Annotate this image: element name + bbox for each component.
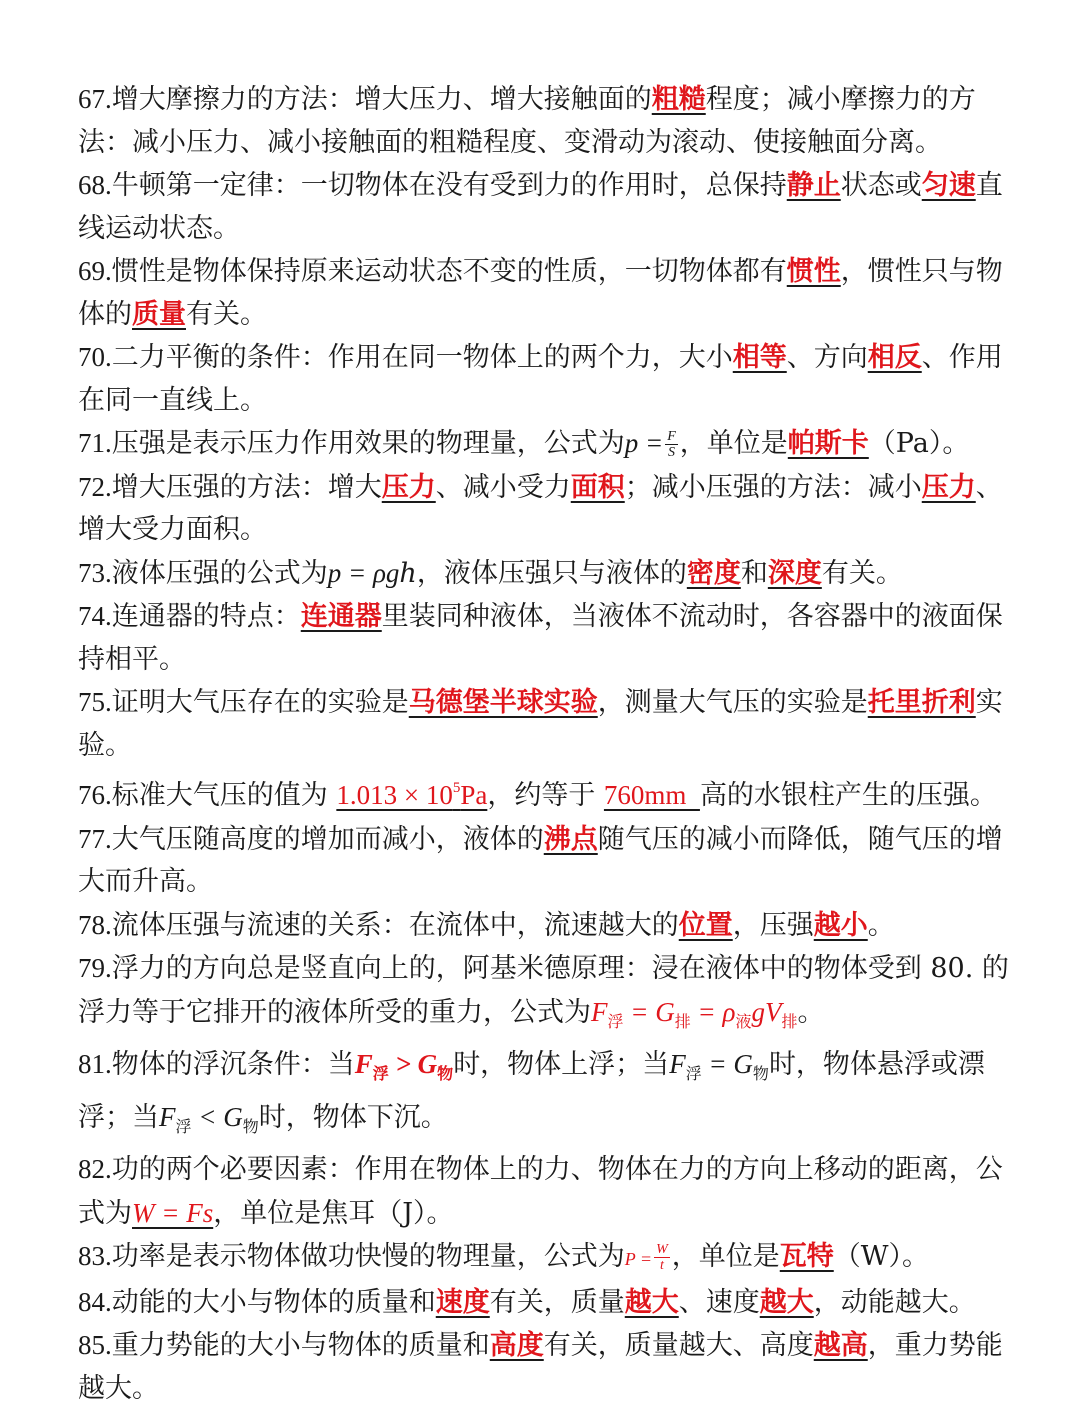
answer: 粗糙	[651, 84, 706, 115]
formula-subscript: 物	[242, 1116, 259, 1136]
item-number: 78.	[78, 909, 112, 940]
item-text: ，单位是	[671, 1241, 780, 1272]
answer: 沸点	[543, 823, 598, 855]
answer: 马德堡半球实验	[408, 687, 598, 718]
formula-part: F	[159, 1101, 176, 1132]
formula	[591, 996, 798, 1031]
item-text: 和	[740, 557, 768, 589]
item-text: 大气压随高度的增加而减小，液体的	[111, 823, 544, 855]
item-text: 时，物体下沉。	[258, 1101, 448, 1133]
item-text: ，约等于	[487, 780, 604, 811]
formula-part: < G	[191, 1101, 243, 1132]
formula-part: = G	[701, 1049, 753, 1079]
item-text: 状态或	[840, 170, 922, 201]
formula-subscript: 液	[735, 1011, 752, 1031]
item-number: 75.	[78, 687, 112, 717]
item-number: 81.	[78, 1049, 112, 1079]
item-number: 76.	[78, 780, 112, 810]
item-text: 高的水银柱产生的压强。	[699, 780, 997, 811]
formula-subscript: 物	[437, 1064, 454, 1083]
answer: 越小	[813, 909, 868, 941]
answer: 惯性	[786, 256, 841, 287]
item-text: 程度；减小摩擦力的方法：减小压力、减小接触面的粗糙程度、变滑动为滚动、使接触面分离。	[78, 84, 976, 158]
formula-part: > G	[388, 1049, 438, 1079]
item-text: 。	[867, 909, 895, 941]
formula-subscript: 物	[752, 1064, 769, 1083]
answer: 相等	[732, 342, 787, 373]
item-number: 83.	[78, 1241, 112, 1271]
formula-part: = G	[623, 996, 675, 1027]
item-text: ，液体压强只与液体的	[416, 557, 687, 589]
answer: 密度	[686, 557, 741, 589]
formula	[354, 1049, 454, 1083]
item-text: 里装同种液体，当液体不流动时，各容器中的液面保持相平。	[78, 601, 1003, 675]
item-71	[78, 422, 1020, 466]
item-number: 67.	[78, 84, 112, 114]
item-text: ，惯性只与物体的	[78, 256, 1003, 330]
item-number: 79.	[78, 953, 112, 983]
answer: 越高	[813, 1330, 868, 1361]
formula-part: F	[669, 1049, 686, 1079]
item-text: 浮力的方向总是竖直向上的，阿基米德原理：浸在液体中的物体受到 80. 的浮力等于它排开的液体所受的重力，公式为	[78, 953, 1009, 1028]
item-text: 、作用在同一直线上。	[78, 342, 1003, 416]
item-text: 直线运动状态。	[78, 170, 1003, 244]
item-84	[78, 1281, 1020, 1325]
item-number: 69.	[78, 256, 112, 286]
denominator: S	[668, 445, 676, 460]
answer-unit: Pa	[460, 780, 488, 810]
item-text: 流体压强与流速的关系：在流体中，流速越大的	[111, 909, 679, 941]
formula-subscript: 排	[674, 1011, 691, 1031]
answer-value: 1.013 × 10	[336, 780, 453, 810]
answer: 匀速	[921, 170, 976, 201]
answer: 位置	[678, 909, 733, 941]
fraction	[665, 429, 678, 460]
item-text: 实验。	[78, 687, 1003, 761]
answer: 压力	[921, 471, 976, 503]
item-text: 有关。	[821, 557, 903, 589]
answer	[336, 780, 487, 810]
item-70	[78, 336, 1020, 422]
answer: 托里折利	[867, 687, 976, 718]
item-text: 、增大受力面积。	[78, 471, 1003, 545]
item-text: ，重力势能越大。	[78, 1330, 1003, 1404]
item-text: 、速度	[678, 1286, 760, 1318]
item-73	[78, 552, 1020, 596]
item-text: 、减小受力	[435, 471, 571, 503]
item-text: （W）。	[833, 1241, 930, 1272]
numerator: W	[656, 1242, 668, 1257]
item-text: 二力平衡的条件：作用在同一物体上的两个力，大小	[111, 342, 733, 373]
item-text: 时，物体悬浮或漂浮；当	[78, 1049, 985, 1133]
item-text: ，单位是	[679, 428, 788, 459]
item-text: 牛顿第一定律：一切物体在没有受到力的作用时，总保持	[111, 170, 787, 201]
formula-subscript: 浮	[372, 1064, 389, 1083]
item-number: 70.	[78, 342, 112, 372]
formula: P =	[624, 1249, 653, 1269]
item-74	[78, 595, 1020, 681]
formula: p = ρgℎ	[327, 557, 417, 588]
item-75	[78, 681, 1020, 767]
item-77	[78, 818, 1020, 904]
item-text: 标准大气压的值为	[111, 780, 337, 811]
item-text: 有关，质量越大、高度	[543, 1330, 814, 1361]
formula: p =	[624, 428, 664, 458]
item-85	[78, 1324, 1020, 1410]
item-text: 动能的大小与物体的质量和	[111, 1286, 436, 1318]
item-text: ；减小压强的方法：减小	[624, 471, 922, 503]
item-text: 证明大气压存在的实验是	[111, 687, 409, 718]
item-text: 功的两个必要因素：作用在物体上的力、物体在力的方向上移动的距离，公式为	[78, 1154, 1003, 1229]
item-number: 82.	[78, 1154, 112, 1184]
numerator: F	[667, 429, 676, 444]
item-67	[78, 78, 1020, 164]
item-text: 增大摩擦力的方法：增大压力、增大接触面的	[111, 84, 652, 115]
answer: 深度	[767, 557, 822, 589]
item-text: 惯性是物体保持原来运动状态不变的性质，一切物体都有	[111, 256, 787, 287]
item-text: ，单位是焦耳（J）。	[213, 1197, 454, 1229]
answer: 760mm	[603, 780, 700, 810]
formula-subscript: 排	[781, 1011, 798, 1031]
answer: 面积	[570, 471, 625, 503]
answer: 压力	[381, 471, 436, 503]
item-text: 物体的浮沉条件：当	[111, 1049, 355, 1080]
item-text: （Pa）。	[868, 428, 970, 459]
item-text: 时，物体上浮；当	[453, 1049, 670, 1080]
answer: 越大	[624, 1286, 679, 1318]
answer: 速度	[435, 1286, 490, 1318]
item-text: 重力势能的大小与物体的质量和	[111, 1330, 490, 1361]
item-81	[78, 1043, 1020, 1148]
item-number: 85.	[78, 1330, 112, 1360]
item-number: 77.	[78, 823, 112, 854]
item-text: 功率是表示物体做功快慢的物理量，公式为	[111, 1241, 625, 1272]
answer: 瓦特	[779, 1241, 834, 1272]
answer: 帕斯卡	[787, 428, 869, 459]
item-82	[78, 1148, 1020, 1235]
fraction	[654, 1242, 670, 1273]
item-79	[78, 947, 1020, 1043]
item-text: 有关，质量	[489, 1286, 625, 1318]
formula-part: F	[591, 996, 608, 1027]
item-number: 68.	[78, 170, 112, 200]
item-78	[78, 904, 1020, 948]
item-text: 随气压的减小而降低，随气压的增大而升高。	[78, 823, 1003, 897]
formula-subscript: 浮	[607, 1011, 624, 1031]
item-72	[78, 466, 1020, 552]
formula-part: = ρ	[690, 996, 736, 1027]
answer: 越大	[759, 1286, 814, 1318]
item-number: 84.	[78, 1286, 112, 1317]
item-text: 、方向	[786, 342, 868, 373]
item-number: 74.	[78, 601, 112, 631]
formula	[669, 1049, 769, 1083]
item-text: 有关。	[186, 298, 267, 330]
item-text: 压强是表示压力作用效果的物理量，公式为	[111, 428, 625, 459]
item-text: ，测量大气压的实验是	[597, 687, 868, 718]
item-text: 连通器的特点：	[111, 601, 301, 632]
answer: 连通器	[300, 601, 382, 632]
item-number: 72.	[78, 471, 112, 502]
formula: W = Fs	[132, 1197, 214, 1228]
item-68	[78, 164, 1020, 250]
formula	[159, 1101, 259, 1136]
formula-part: F	[354, 1049, 373, 1079]
item-text: ，动能越大。	[813, 1286, 976, 1318]
item-text: 。	[797, 996, 825, 1028]
answer: 静止	[786, 170, 841, 201]
answer: 高度	[489, 1330, 544, 1361]
item-text: 液体压强的公式为	[111, 557, 328, 589]
item-76	[78, 767, 1020, 818]
item-text: 增大压强的方法：增大	[111, 471, 382, 503]
formula-part: gV	[751, 996, 782, 1027]
item-number: 71.	[78, 428, 112, 458]
formula-subscript: 浮	[175, 1116, 192, 1136]
item-69	[78, 250, 1020, 336]
answer: 质量	[132, 298, 186, 330]
denominator: t	[659, 1258, 664, 1273]
answer-exponent: 5	[452, 780, 461, 796]
item-83	[78, 1235, 1020, 1281]
answer: 相反	[867, 342, 922, 373]
formula-subscript: 浮	[685, 1064, 702, 1083]
item-number: 73.	[78, 557, 112, 588]
item-text: ，压强	[732, 909, 814, 941]
